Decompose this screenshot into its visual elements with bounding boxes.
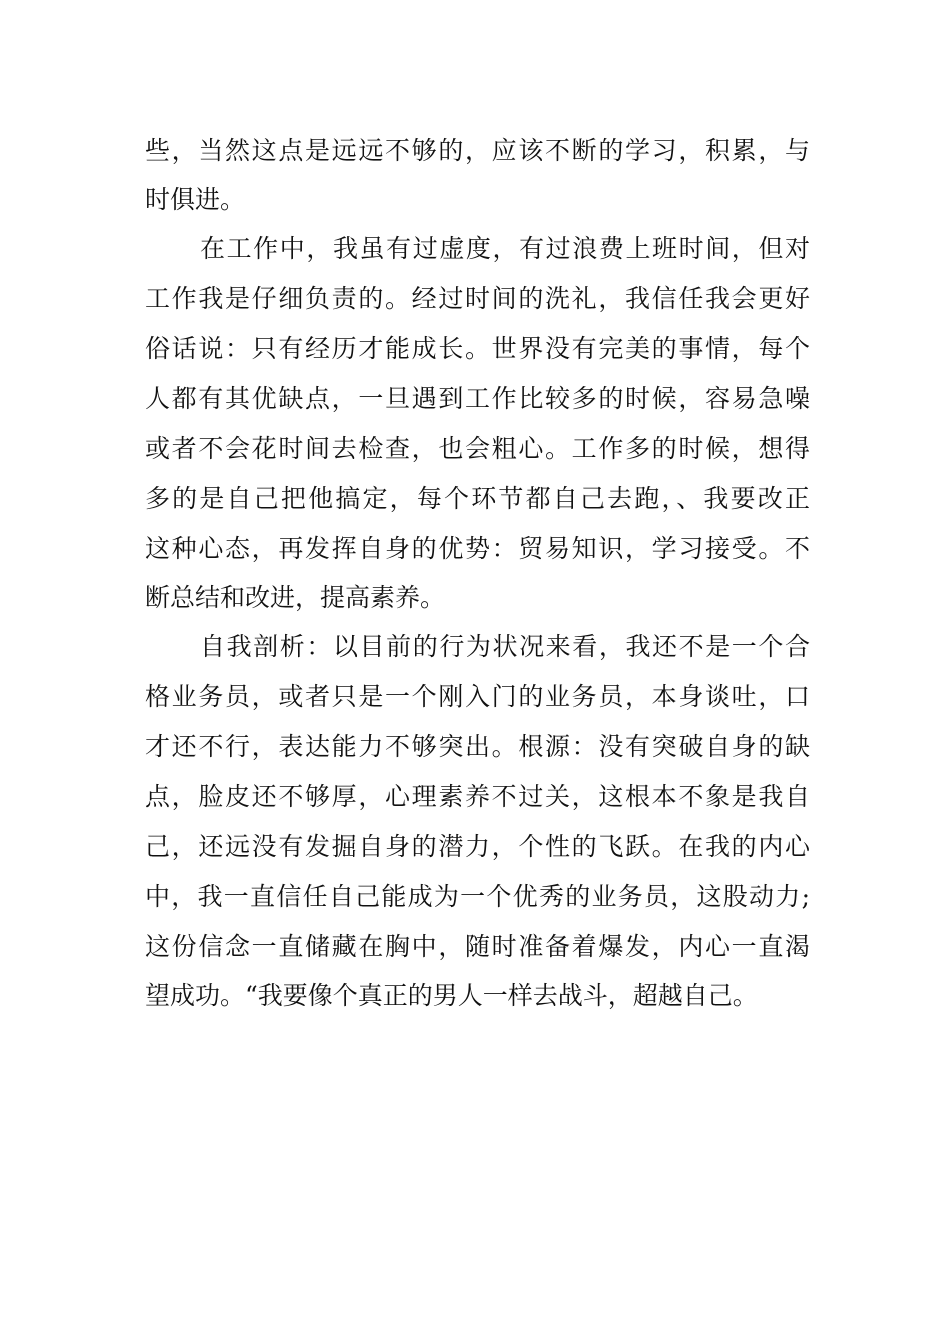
- text-line: 多的是自己把他搞定，每个环节都自己去跑，、我要改正: [145, 484, 810, 513]
- text-line: 断总结和改进，提高素养。: [145, 583, 446, 612]
- paragraph-first-line: 在工作中，我虽有过虚度，有过浪费上班时间，但对: [200, 234, 810, 263]
- paragraph-first-line: 自我剖析：以目前的行为状况来看，我还不是一个合: [200, 632, 810, 661]
- text-line: 人都有其优缺点，一旦遇到工作比较多的时候，容易急噪: [145, 384, 810, 413]
- text-line: 这种心态，再发挥自身的优势：贸易知识，学习接受。不: [145, 534, 810, 563]
- text-line: 时俱进。: [145, 185, 246, 214]
- text-line: 中，我一直信任自己能成为一个优秀的业务员，这股动力;: [145, 882, 810, 911]
- text-line: 己，还远没有发掘自身的潜力，个性的飞跃。在我的内心: [145, 832, 810, 861]
- text-line: 工作我是仔细负责的。经过时间的洗礼，我信任我会更好: [145, 284, 810, 313]
- text-line: 俗话说：只有经历才能成长。世界没有完美的事情，每个: [145, 334, 810, 363]
- text-line: 格业务员，或者只是一个刚入门的业务员，本身谈吐，口: [145, 682, 810, 711]
- text-line: 才还不行，表达能力不够突出。根源：没有突破自身的缺: [145, 732, 810, 761]
- text-line: 这份信念一直储藏在胸中，随时准备着爆发，内心一直渴: [145, 932, 810, 961]
- text-line: 或者不会花时间去检查，也会粗心。工作多的时候，想得: [145, 434, 810, 463]
- text-line: 点，脸皮还不够厚，心理素养不过关，这根本不象是我自: [145, 782, 810, 811]
- text-line: 些，当然这点是远远不够的，应该不断的学习，积累，与: [145, 136, 810, 165]
- text-line: 望成功。“我要像个真正的男人一样去战斗，超越自己。: [145, 981, 758, 1010]
